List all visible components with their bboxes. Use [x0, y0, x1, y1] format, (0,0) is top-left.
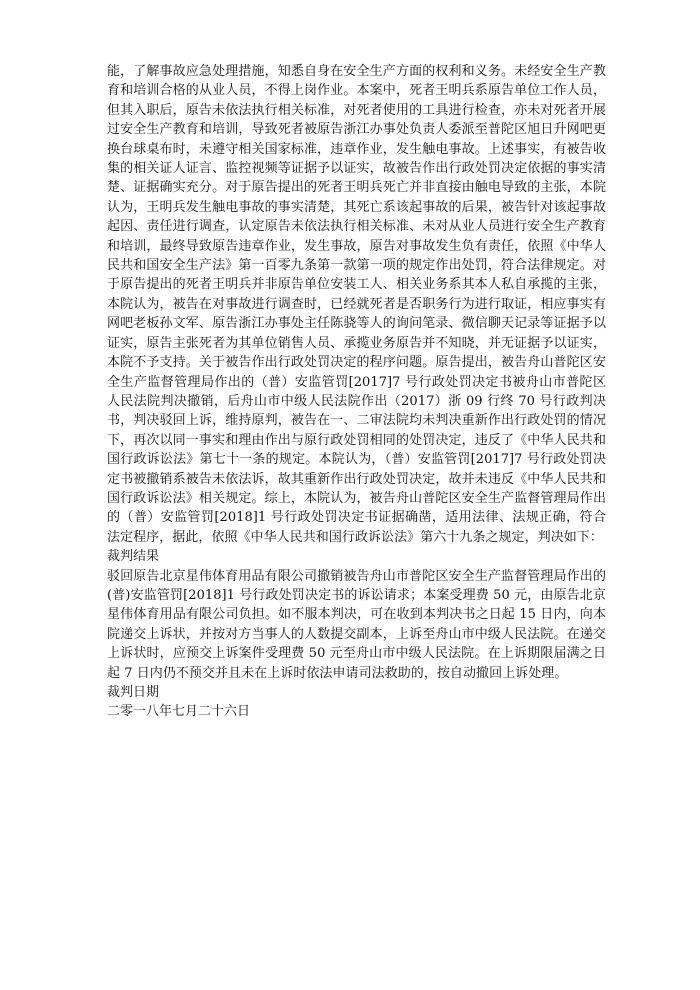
body-paragraph-result: 驳回原告北京星伟体育用品有限公司撤销被告舟山市普陀区安全生产监督管理局作出的(普)安监管罚[2018]1 号行政处罚决定书的诉讼请求；本案受理费 50 元，由原告北京星伟体育用品有限公司负担。如不服本判决，可在收到本判决书之日起 15 日内，向本院递交上诉状，并按对方当事人的人数提交副本，上诉至舟山市中级人民法院。在递交上诉状时，应预交上诉案件受理费 50 元至舟山市中级人民法院。在上诉期限届满之日起 7 日内仍不预交并且未在上诉时依法申请司法救助的，按自动撤回上诉处理。: [107, 568, 606, 681]
section-heading-result: 裁判结果: [107, 549, 160, 565]
judgment-date: 二零一八年七月二十六日: [107, 704, 251, 720]
body-paragraph-reasoning: 能，了解事故应急处理措施，知悉自身在安全生产方面的权利和义务。未经安全生产教育和培训合格的从业人员，不得上岗作业。本案中，死者王明兵系原告单位工作人员，但其入职后，原告未依法执行相关标准，对死者使用的工具进行检查，亦未对死者开展过安全生产教育和培训，导致死者被原告浙江办事处负责人委派至普陀区旭日升网吧更换台球桌布时，未遵守相关国家标准，违章作业，发生触电事故。上述事实，有被告收集的相关证人证言、监控视频等证据予以证实，故被告作出行政处罚决定依据的事实清楚、证据确实充分。对于原告提出的死者王明兵死亡并非直接由触电导致的主张，本院认为，王明兵发生触电事故的事实清楚，其死亡系该起事故的后果，被告针对该起事故起因、责任进行调查，认定原告未依法执行相关标准、未对从业人员进行安全生产教育和培训，最终导致原告违章作业，发生事故，原告对事故发生负有责任，依照《中华人民共和国安全生产法》第一百零九条第一款第一项的规定作出处罚，符合法律规定。对于原告提出的死者王明兵并非原告单位安装工人、相关业务系其本人私自承揽的主张，本院认为，被告在对事故进行调查时，已经就死者是否职务行为进行取证，相应事实有网吧老板孙文军、原告浙江办事处主任陈骁等人的询问笔录、微信聊天记录等证据予以证实，原告主张死者为其单位销售人员、承揽业务原告并不知晓，并无证据予以证实，本院不予支持。关于被告作出行政处罚决定的程序问题。原告提出，被告舟山普陀区安全生产监督管理局作出的（普）安监管罚[2017]7 号行政处罚决定书被舟山市普陀区人民法院判决撤销，后舟山市中级人民法院作出（2017）浙 09 行终 70 号行政判决书，判决驳回上诉，维持原判，被告在一、二审法院均未判决重新作出行政处罚的情况下，再次以同一事实和理由作出与原行政处罚相同的处罚决定，违反了《中华人民共和国行政诉讼法》第七十一条的规定。本院认为，（普）安监管罚[2017]7 号行政处罚决定书被撤销系被告未依法诉，故其重新作出行政处罚决定，故并未违反《中华人民共和国行政诉讼法》相关规定。综上，本院认为，被告舟山普陀区安全生产监督管理局作出的（普）安监管罚[2018]1 号行政处罚决定书证据确凿，适用法律、法规正确，符合法定程序，据此，依照《中华人民共和国行政诉讼法》第六十九条之规定，判决如下：: [107, 64, 606, 545]
section-heading-date: 裁判日期: [107, 685, 160, 700]
